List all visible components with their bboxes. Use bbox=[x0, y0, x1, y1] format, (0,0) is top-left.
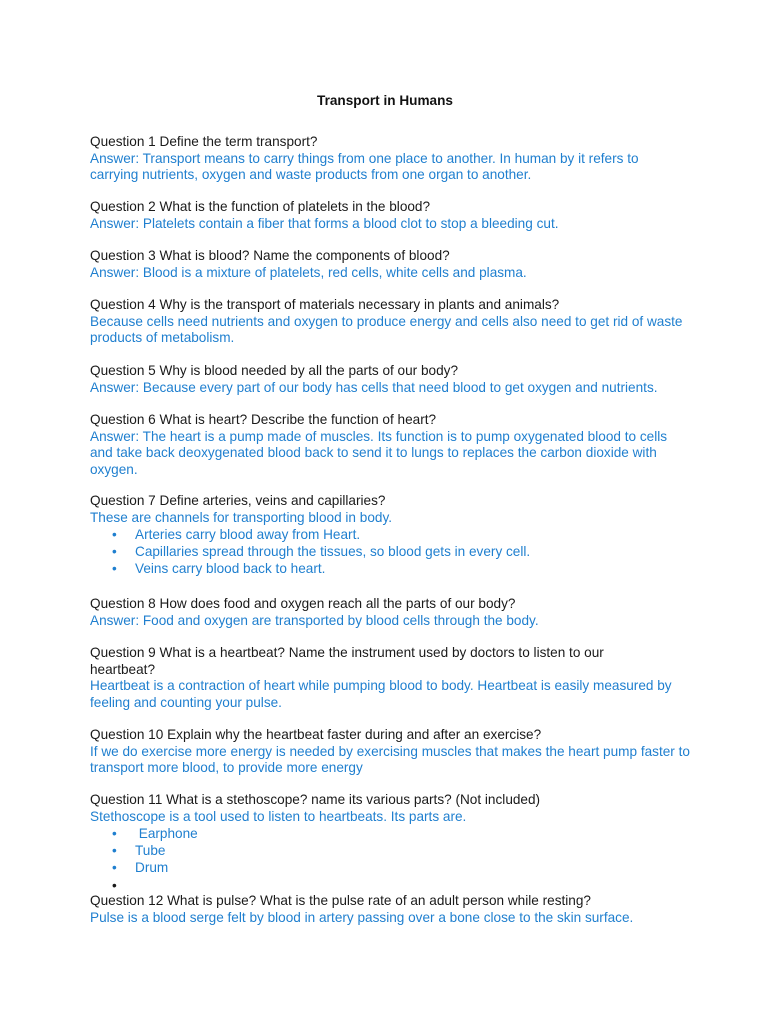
qa-block-7 bbox=[90, 493, 690, 578]
question-text: Question 11 What is a stethoscope? name its various parts? (Not included) bbox=[90, 792, 541, 807]
answer-text: If we do exercise more energy is needed by exercising muscles that makes the heart pump faster to transport more blood, to provide more energy bbox=[90, 743, 690, 775]
answer-text: Stethoscope is a tool used to listen to heartbeats. Its parts are. bbox=[90, 808, 467, 824]
answer-text: Answer: The heart is a pump made of muscles. Its function is to pump oxygenated blood to cells and take back deoxygenated blood back to send it to lungs to replaces the carbon dioxide with oxygen. bbox=[90, 428, 668, 477]
question-text: Question 1 Define the term transport? bbox=[90, 134, 318, 149]
bullet-dot-icon: • bbox=[112, 527, 117, 542]
list-item: • Drum bbox=[112, 860, 169, 876]
question-text: Question 9 What is a heartbeat? Name the instrument used by doctors to listen to our heartbeat? bbox=[90, 645, 604, 677]
bullet-dot-icon: • bbox=[112, 826, 117, 841]
answer-text: Answer: Blood is a mixture of platelets, red cells, white cells and plasma. bbox=[90, 264, 527, 280]
list-item: • Earphone bbox=[112, 826, 198, 841]
question-text: Question 4 Why is the transport of materials necessary in plants and animals? bbox=[90, 297, 560, 312]
question-text: Question 10 Explain why the heartbeat faster during and after an exercise? bbox=[90, 727, 542, 742]
list-item bbox=[90, 877, 690, 894]
question-text: Question 12 What is pulse? What is the pulse rate of an adult person while resting? bbox=[90, 893, 591, 908]
answer-text: Heartbeat is a contraction of heart while pumping blood to body. Heartbeat is easily measured by feeling and counting your pulse. bbox=[90, 678, 672, 710]
question-text: Question 2 What is the function of platelets in the blood? bbox=[90, 199, 431, 214]
qa-block-1 bbox=[90, 134, 690, 184]
question-text: Question 8 How does food and oxygen reach all the parts of our body? bbox=[90, 596, 516, 611]
answer-text: Pulse is a blood serge felt by blood in artery passing over a bone close to the skin surface. bbox=[90, 909, 634, 925]
question-text: Question 6 What is heart? Describe the function of heart? bbox=[90, 412, 437, 427]
qa-block-3 bbox=[90, 248, 690, 281]
qa-block-10 bbox=[90, 727, 690, 777]
list-item: • Arteries carry blood away from Heart. bbox=[112, 527, 361, 542]
qa-block-2 bbox=[90, 199, 690, 232]
bullet-dot-icon: • bbox=[112, 561, 117, 577]
qa-block-9 bbox=[90, 645, 690, 711]
document-title: Transport in Humans bbox=[317, 93, 453, 108]
list-item: • Capillaries spread through the tissues, so blood gets in every cell. bbox=[112, 544, 531, 560]
bullet-dot-icon: • bbox=[112, 877, 117, 893]
answer-text: These are channels for transporting blood in body. bbox=[90, 509, 393, 525]
qa-block-12 bbox=[90, 893, 690, 926]
qa-block-8 bbox=[90, 596, 690, 629]
answer-text: Answer: Transport means to carry things from one place to another. In human by it refers to carrying nutrients, oxygen and waste products from one organ to another. bbox=[90, 150, 639, 182]
answer-text: Because cells need nutrients and oxygen to produce energy and cells also need to get rid of waste products of metabolism. bbox=[90, 313, 683, 345]
bullet-dot-icon: • bbox=[112, 860, 117, 876]
bullet-dot-icon: • bbox=[112, 843, 117, 859]
bullet-dot-icon: • bbox=[112, 544, 117, 560]
question-text: Question 3 What is blood? Name the components of blood? bbox=[90, 248, 450, 263]
answer-text: Answer: Food and oxygen are transported by blood cells through the body. bbox=[90, 612, 539, 628]
answer-text: Answer: Because every part of our body has cells that need blood to get oxygen and nutrients. bbox=[90, 379, 658, 395]
bullet-list bbox=[90, 825, 690, 894]
list-item: • Tube bbox=[112, 843, 166, 859]
answer-text: Answer: Platelets contain a fiber that forms a blood clot to stop a bleeding cut. bbox=[90, 215, 559, 231]
qa-block-11 bbox=[90, 792, 690, 894]
qa-block-6 bbox=[90, 412, 690, 478]
list-item: • Veins carry blood back to heart. bbox=[112, 561, 326, 577]
question-text: Question 7 Define arteries, veins and capillaries? bbox=[90, 493, 386, 508]
question-text: Question 5 Why is blood needed by all the parts of our body? bbox=[90, 363, 459, 378]
bullet-list bbox=[90, 526, 690, 578]
qa-block-5 bbox=[90, 363, 690, 396]
qa-block-4 bbox=[90, 297, 690, 347]
